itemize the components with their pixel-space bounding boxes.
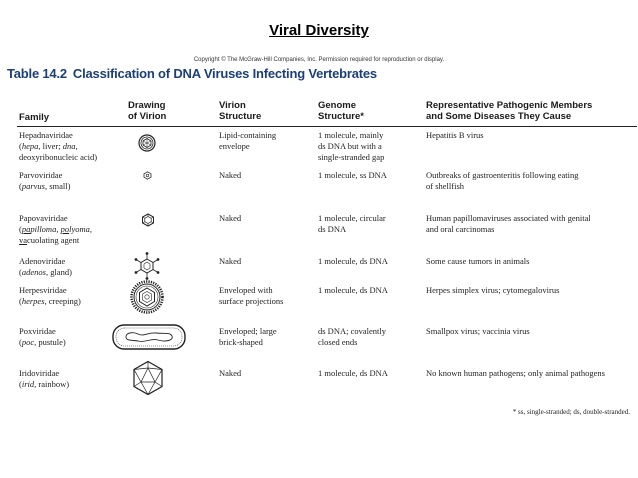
members-cell — [426, 213, 636, 235]
genome-line: ds DNA but with a — [318, 141, 382, 151]
genome-structure-cell — [318, 213, 418, 235]
genome-structure-cell — [318, 368, 418, 379]
header-rule — [17, 126, 637, 127]
genome-line: 1 molecule, ds DNA — [318, 285, 388, 295]
genome-structure-cell — [318, 326, 418, 348]
header-members-line2: and Some Diseases They Cause — [426, 111, 572, 122]
poxvirus-icon — [112, 324, 186, 350]
header-virion-structure — [219, 100, 261, 122]
genome-structure-cell — [318, 285, 418, 296]
family-etymology: (parvus, small) — [19, 181, 71, 191]
family-name: Herpesviridae — [19, 285, 67, 295]
header-struct-line1: Virion — [219, 100, 246, 111]
genome-line: single-stranded gap — [318, 152, 385, 162]
family-cell — [19, 170, 129, 192]
members-line: Outbreaks of gastroenteritis following eating — [426, 170, 579, 180]
family-etymology: (poc, pustule) — [19, 337, 66, 347]
members-line: of shellfish — [426, 181, 465, 191]
members-cell — [426, 326, 636, 337]
family-etymology: (papilloma, polyoma, — [19, 224, 92, 234]
members-line: Hepatitis B virus — [426, 130, 484, 140]
header-genome-structure — [318, 100, 364, 122]
virion-structure-cell — [219, 368, 311, 379]
genome-line: ds DNA; covalently — [318, 326, 386, 336]
header-members — [426, 100, 592, 122]
virion-structure-cell — [219, 213, 311, 224]
members-line: Herpes simplex virus; cytomegalovirus — [426, 285, 560, 295]
structure-line: Naked — [219, 368, 242, 378]
family-cell — [19, 256, 129, 278]
virion-structure-cell — [219, 256, 311, 267]
family-name: Adenoviridae — [19, 256, 66, 266]
members-cell — [426, 256, 636, 267]
header-struct-line2: Structure — [219, 111, 262, 122]
table-caption — [7, 66, 377, 81]
members-cell — [426, 368, 636, 379]
family-name: Hepadnaviridae — [19, 130, 73, 140]
members-line: Human papillomaviruses associated with genital — [426, 213, 591, 223]
family-etymology-2: vacuolating agent — [19, 235, 80, 245]
table-title: Classification of DNA Viruses Infecting Vertebrates — [72, 66, 377, 81]
virion-structure-cell — [219, 170, 311, 181]
virion-structure-cell — [219, 326, 311, 348]
structure-line: surface projections — [219, 296, 284, 306]
genome-structure-cell — [318, 130, 418, 163]
family-name: Papovaviridae — [19, 213, 68, 223]
family-name: Iridoviridae — [19, 368, 60, 378]
family-name: Parvoviridae — [19, 170, 63, 180]
structure-line: envelope — [219, 141, 250, 151]
members-line: Some cause tumors in animals — [426, 256, 530, 266]
family-etymology: (herpes, creeping) — [19, 296, 81, 306]
family-etymology: (adenos, gland) — [19, 267, 72, 277]
genome-line: 1 molecule, ds DNA — [318, 256, 388, 266]
herpesvirus-icon — [129, 279, 165, 315]
parvovirus-icon — [143, 171, 152, 180]
family-etymology: (irid, rainbow) — [19, 379, 70, 389]
structure-line: Naked — [219, 170, 242, 180]
genome-line: 1 molecule, ss DNA — [318, 170, 387, 180]
slide-title: Viral Diversity — [269, 22, 369, 39]
members-line: and oral carcinomas — [426, 224, 495, 234]
hepadnavirus-icon — [138, 134, 156, 152]
adenovirus-icon — [133, 252, 161, 280]
table-header — [0, 100, 638, 126]
genome-line: 1 molecule, ds DNA — [318, 368, 388, 378]
header-drawing-line2: of Virion — [128, 111, 167, 122]
family-name: Poxviridae — [19, 326, 56, 336]
structure-line: Lipid-containing — [219, 130, 277, 140]
structure-line: brick-shaped — [219, 337, 263, 347]
copyright-notice: Copyright © The McGraw-Hill Companies, Inc. Permission required for reproduction or display. — [193, 57, 445, 63]
header-genome-line1: Genome — [318, 100, 357, 111]
family-cell — [19, 285, 129, 307]
header-drawing — [128, 100, 166, 122]
table-number: Table 14.2 — [7, 66, 67, 81]
table-footnote: * ss, single-stranded; ds, double-stranded. — [512, 408, 630, 416]
genome-line: ds DNA — [318, 224, 347, 234]
family-cell — [19, 368, 129, 390]
genome-structure-cell — [318, 170, 418, 181]
members-cell — [426, 285, 636, 296]
structure-line: Naked — [219, 213, 242, 223]
family-etymology-2: deoxyribonucleic acid) — [19, 152, 98, 162]
header-members-line1: Representative Pathogenic Members — [426, 100, 593, 111]
members-line: Smallpox virus; vaccinia virus — [426, 326, 530, 336]
members-cell — [426, 130, 636, 141]
header-family: Family — [19, 112, 50, 123]
virion-structure-cell — [219, 130, 311, 152]
members-cell — [426, 170, 636, 192]
genome-line: closed ends — [318, 337, 358, 347]
papovavirus-icon — [141, 213, 155, 227]
members-line: No known human pathogens; only animal pathogens — [426, 368, 605, 378]
family-cell — [19, 130, 129, 163]
header-genome-line2: Structure* — [318, 111, 364, 122]
family-etymology: (hepa, liver; dna, — [19, 141, 78, 151]
genome-line: 1 molecule, circular — [318, 213, 386, 223]
structure-line: Naked — [219, 256, 242, 266]
family-cell — [19, 213, 129, 246]
iridovirus-icon — [130, 360, 166, 396]
structure-line: Enveloped with — [219, 285, 273, 295]
header-drawing-line1: Drawing — [128, 100, 166, 111]
virion-structure-cell — [219, 285, 311, 307]
structure-line: Enveloped; large — [219, 326, 277, 336]
genome-structure-cell — [318, 256, 418, 267]
genome-line: 1 molecule, mainly — [318, 130, 384, 140]
